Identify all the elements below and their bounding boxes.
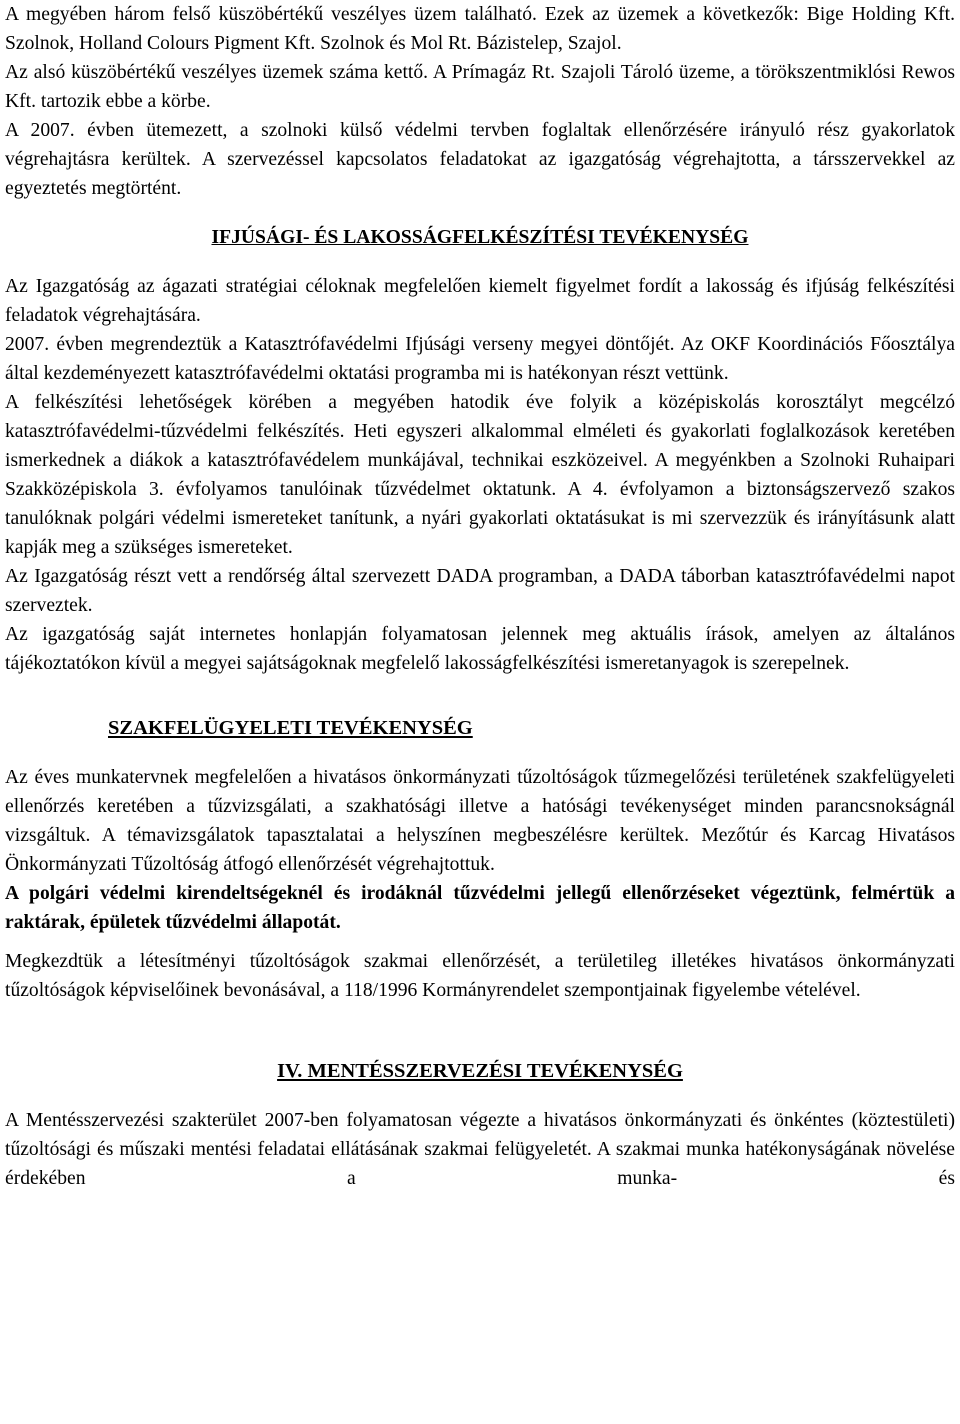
youth-paragraph-4: Az Igazgatóság részt vett a rendőrség által szervezett DADA programban, a DADA táborban katasztrófavédelmi napot szerveztek. (5, 566, 955, 616)
rescue-paragraph-1: A Mentésszervezési szakterület 2007-ben folyamatosan végezte a hivatásos önkormányzati és önkéntes (köztestületi) tűzoltósági és műszaki mentési feladatai ellátásának szakmai felügyeletét. A szakmai munka hatékonyságának növelése érdekében a munka- és (5, 1110, 955, 1189)
supervision-paragraph-2-bold: A polgári védelmi kirendeltségeknél és irodáknál tűzvédelmi jellegű ellenőrzéseket végeztünk, felmértük a raktárak, épületek tűzvédelmi állapotát. (5, 883, 955, 933)
youth-paragraph-3: A felkészítési lehetőségek körében a megyében hatodik éve folyik a középiskolás korosztályt megcélzó katasztrófavédelmi-tűzvédelmi felkészítés. Heti egyszeri alkalommal elméleti és gyakorlati foglalkozások keretében ismerkednek a diákok a katasztrófavédelem munkájával, technikai eszközeivel. A megyénkben a Szolnoki Ruhaipari Szakközépiskola 3. évfolyamos tanulóinak tűzvédelmet oktatunk. A 4. évfolyamon a biztonságszervező szakos tanulóknak polgári védelmi ismereteket tanítunk, a nyári gyakorlati oktatásukat is mi szervezzük és irányításunk alatt kapják meg a szükséges ismereteket. (5, 392, 955, 558)
supervision-paragraph-1: Az éves munkatervnek megfelelően a hivatásos önkormányzati tűzoltóságok tűzmegelőzési területének szakfelügyeleti ellenőrzés keretében a tűzvizsgálati, a szakhatósági illetve a hatósági tevékenységet minden parancsnokságnál vizsgáltuk. A témavizsgálatok tapasztalatai a helyszínen megbeszélésre kerültek. Mezőtúr és Karcag Hivatásos Önkormányzati Tűzoltóság átfogó ellenőrzését végrehajtottuk. (5, 767, 955, 875)
intro-paragraph-1: A megyében három felső küszöbértékű veszélyes üzem található. Ezek az üzemek a következők: Bige Holding Kft. Szolnok, Holland Colours Pigment Kft. Szolnok és Mol Rt. Bázistelep, Szajol. (5, 4, 955, 54)
youth-paragraph-1: Az Igazgatóság az ágazati stratégiai céloknak megfelelően kiemelt figyelmet fordít a lakosság és ifjúság felkészítési feladatok végrehajtására. (5, 276, 955, 326)
youth-section-heading: IFJÚSÁGI- ÉS LAKOSSÁGFELKÉSZÍTÉSI TEVÉKENYSÉG (211, 227, 749, 248)
intro-paragraph-3: A 2007. évben ütemezett, a szolnoki külső védelmi tervben foglaltak ellenőrzésére irányuló rész gyakorlatok végrehajtásra kerültek. A szervezéssel kapcsolatos feladatokat az igazgatóság végrehajtotta, a társszervekkel az egyeztetés megtörtént. (5, 120, 955, 199)
intro-paragraph-2: Az alsó küszöbértékű veszélyes üzemek száma kettő. A Prímagáz Rt. Szajoli Tároló üzeme, a törökszentmiklósi Rewos Kft. tartozik ebbe a körbe. (5, 62, 955, 112)
supervision-paragraph-3: Megkezdtük a létesítményi tűzoltóságok szakmai ellenőrzését, a területileg illetékes hivatásos önkormányzati tűzoltóságok képviselőinek bevonásával, a 118/1996 Kormányrendelet szempontjainak figyelembe vételével. (5, 951, 955, 1001)
youth-paragraph-2: 2007. évben megrendeztük a Katasztrófavédelmi Ifjúsági verseny megyei döntőjét. Az OKF Koordinációs Főosztálya által kezdeményezett katasztrófavédelmi oktatási programba mi is hatékonyan részt vettünk. (5, 334, 955, 384)
youth-paragraph-5: Az igazgatóság saját internetes honlapján folyamatosan jelennek meg aktuális írások, amelyen az általános tájékoztatókon kívül a megyei sajátságoknak megfelelő lakosságfelkészítési ismeretanyagok is szerepelnek. (5, 624, 955, 674)
rescue-section-heading: IV. MENTÉSSZERVEZÉSI TEVÉKENYSÉG (277, 1060, 683, 1082)
supervision-section-heading: SZAKFELÜGYELETI TEVÉKENYSÉG (108, 717, 473, 739)
document-page (5, 0, 955, 1193)
